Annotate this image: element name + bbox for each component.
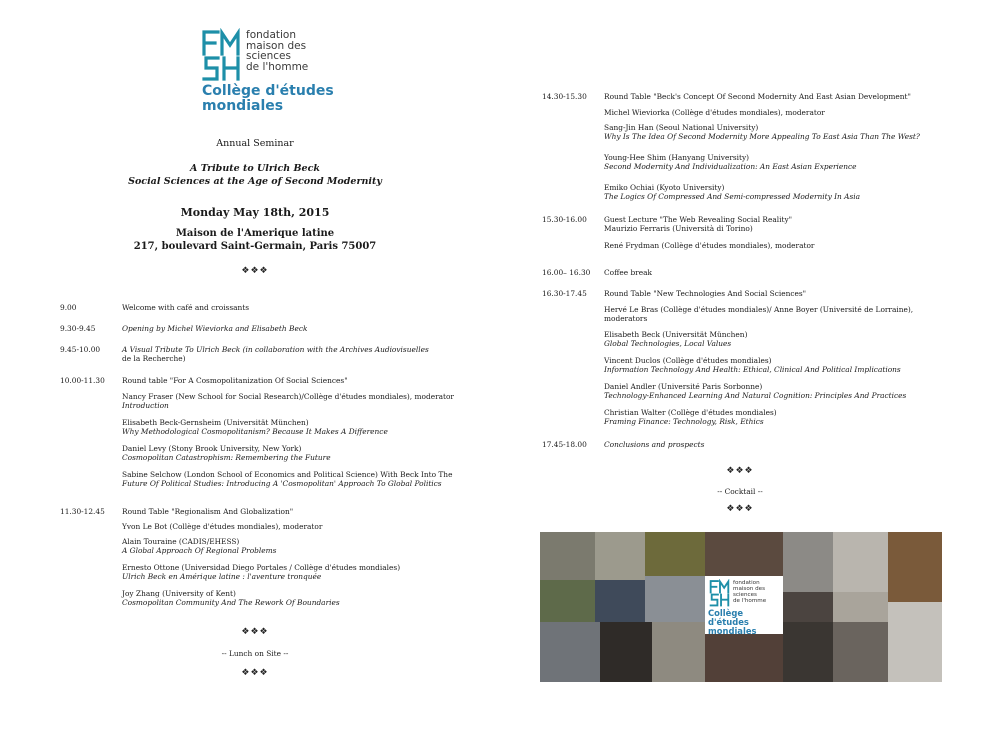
seminar-label: Annual Seminar — [216, 138, 294, 149]
schedule-line: Information Technology And Health: Ethical, Clinical And Political Implications — [604, 365, 901, 375]
schedule-time: 16.00– 16.30 — [542, 268, 591, 277]
schedule-text — [122, 537, 276, 555]
seminar-title-line-1: A Tribute to Ulrich Beck — [190, 163, 320, 174]
schedule-line: Yvon Le Bot (Collège d'études mondiales), moderator — [122, 522, 323, 531]
fmsh-monogram-icon — [200, 28, 244, 82]
separator-ornament: ❖❖❖ — [726, 466, 754, 476]
logo-line: de l'homme — [246, 60, 309, 73]
schedule-text — [604, 241, 814, 250]
schedule-text — [122, 376, 348, 385]
schedule-line: Introduction — [122, 401, 169, 411]
schedule-line: de la Recherche) — [122, 354, 186, 364]
schedule-text — [604, 382, 906, 400]
schedule-line: A Visual Tribute To Ulrich Beck (in collaboration with the Archives Audiovisuelles — [122, 345, 429, 354]
speaker-photo — [595, 580, 645, 622]
schedule-line: Round Table "Beck's Concept Of Second Modernity And East Asian Development" — [604, 92, 911, 101]
schedule-text — [604, 108, 825, 117]
schedule-line: Christian Walter (Collège d'études mondiales) — [604, 408, 777, 417]
schedule-line: The Logics Of Compressed And Semi-compressed Modernity In Asia — [604, 192, 861, 202]
schedule-line: Coffee break — [604, 268, 652, 277]
schedule-line: Michel Wieviorka (Collège d'études mondiales), moderator — [604, 108, 825, 117]
fmsh-logo-text — [246, 30, 308, 72]
cocktail-note: -- Cocktail -- — [717, 487, 763, 496]
schedule-line: Hervé Le Bras (Collège d'études mondiales)/ Anne Boyer (Université de Lorraine), — [604, 305, 914, 314]
collage-logo-text — [733, 580, 766, 604]
schedule-text — [122, 563, 400, 581]
schedule-line: Round table "For A Cosmopolitanization Of Social Sciences" — [122, 376, 348, 385]
schedule-line: Daniel Levy (Stony Brook University, New York) — [122, 444, 302, 453]
speaker-photo — [600, 622, 652, 682]
schedule-text — [604, 330, 747, 348]
schedule-text — [604, 305, 913, 323]
schedule-text — [604, 356, 901, 374]
logo-line: de l'homme — [733, 598, 767, 604]
schedule-line: Joy Zhang (University of Kent) — [122, 589, 236, 598]
speaker-photo — [652, 622, 705, 682]
fmsh-monogram-icon — [708, 579, 732, 607]
schedule-line: Sang-Jin Han (Seoul National University) — [604, 123, 759, 132]
separator-ornament: ❖❖❖ — [241, 266, 269, 276]
schedule-time: 11.30-12.45 — [60, 507, 105, 516]
schedule-line: Nancy Fraser (New School for Social Research)/Collège d'études mondiales), moderator — [122, 392, 454, 401]
schedule-line: Cosmopolitan Catastrophism: Remembering the Future — [122, 453, 331, 463]
speaker-photo — [595, 532, 645, 580]
separator-ornament: ❖❖❖ — [241, 668, 269, 678]
schedule-line: Maurizio Ferraris (Università di Torino) — [604, 224, 753, 234]
college-line: Collège d'études — [202, 83, 334, 99]
schedule-line: Opening by Michel Wieviorka and Elisabeth Beck — [122, 324, 308, 333]
schedule-time: 17.45-18.00 — [542, 440, 587, 449]
schedule-text — [604, 123, 920, 141]
schedule-line: Elisabeth Beck (Universität München) — [604, 330, 748, 339]
schedule-line: Why Methodological Cosmopolitanism? Because It Makes A Difference — [122, 427, 388, 437]
schedule-line: Alain Touraine (CADIS/EHESS) — [122, 537, 240, 546]
venue-address: 217, boulevard Saint-Germain, Paris 75007 — [133, 241, 377, 252]
speaker-photo — [540, 622, 600, 682]
speaker-photo — [645, 532, 705, 576]
logo-line: maison des — [246, 39, 307, 52]
speaker-photo — [783, 592, 833, 622]
speaker-photo — [783, 532, 833, 592]
logo-line: maison des — [733, 586, 765, 592]
logo-line: sciences — [246, 50, 291, 62]
schedule-time: 9.30-9.45 — [60, 324, 96, 333]
seminar-title — [60, 162, 450, 188]
schedule-line: Why Is The Idea Of Second Modernity More Appealing To East Asia Than The West? — [604, 132, 920, 142]
schedule-line: Ernesto Ottone (Universidad Diego Portales / Collège d'études mondiales) — [122, 563, 401, 572]
schedule-text — [122, 589, 340, 607]
schedule-line: Cosmopolitan Community And The Rework Of Boundaries — [122, 598, 340, 608]
schedule-text — [122, 303, 249, 312]
schedule-text — [122, 444, 331, 462]
collage-fmsh-logo — [705, 576, 783, 634]
seminar-title-line-2: Social Sciences at the Age of Second Modernity — [128, 176, 382, 187]
schedule-text — [604, 289, 806, 298]
speaker-photo — [705, 634, 783, 682]
speaker-photo — [540, 580, 595, 622]
speaker-photo — [783, 622, 833, 682]
speaker-photo — [705, 532, 783, 576]
seminar-date: Monday May 18th, 2015 — [180, 206, 330, 219]
schedule-line: Daniel Andler (Université Paris Sorbonne) — [604, 382, 763, 391]
schedule-line: Emiko Ochiai (Kyoto University) — [604, 183, 725, 192]
schedule-text — [122, 345, 429, 363]
schedule-line: Conclusions and prospects — [604, 440, 705, 449]
schedule-time: 15.30-16.00 — [542, 215, 587, 224]
schedule-line: Young-Hee Shim (Hanyang University) — [604, 153, 750, 162]
speaker-photo — [888, 602, 942, 682]
schedule-text — [604, 408, 777, 426]
schedule-time: 14.30-15.30 — [542, 92, 587, 101]
speaker-photo — [645, 576, 705, 622]
collage-college-text — [708, 609, 783, 636]
schedule-line: Guest Lecture "The Web Revealing Social Reality" — [604, 215, 793, 224]
schedule-text — [122, 392, 454, 410]
college-line: mondiales — [202, 98, 284, 114]
college-line: Collège d'études — [708, 608, 749, 627]
schedule-line: moderators — [604, 314, 648, 324]
schedule-time: 16.30-17.45 — [542, 289, 587, 298]
schedule-time: 9.45-10.00 — [60, 345, 101, 354]
schedule-text — [604, 183, 860, 201]
lunch-note: -- Lunch on Site -- — [221, 649, 289, 658]
schedule-line: A Global Approach Of Regional Problems — [122, 546, 277, 556]
schedule-text — [604, 215, 792, 233]
schedule-line: Welcome with café and croissants — [122, 303, 250, 312]
seminar-venue — [60, 227, 450, 253]
schedule-line: Sabine Selchow (London School of Economics and Political Science) With Beck Into The — [122, 470, 453, 479]
venue-name: Maison de l'Amerique latine — [175, 228, 335, 239]
fmsh-logo — [200, 28, 350, 123]
speaker-photo — [833, 592, 888, 622]
logo-line: sciences — [733, 592, 757, 598]
speaker-photo — [540, 532, 595, 580]
schedule-text — [122, 522, 322, 531]
college-logo-text — [202, 84, 334, 114]
schedule-line: Round Table "New Technologies And Social Sciences" — [604, 289, 807, 298]
college-line: mondiales — [708, 626, 757, 636]
schedule-line: Ulrich Beck en Amérique latine : l'aventure tronquée — [122, 572, 322, 582]
speaker-photo — [888, 532, 942, 602]
schedule-text — [604, 92, 911, 101]
schedule-line: René Frydman (Collège d'études mondiales), moderator — [604, 241, 815, 250]
schedule-text — [122, 470, 452, 488]
speaker-photo — [833, 622, 888, 682]
schedule-line: Vincent Duclos (Collège d'études mondiales) — [604, 356, 772, 365]
schedule-text — [604, 440, 704, 449]
schedule-line: Technology-Enhanced Learning And Natural Cognition: Principles And Practices — [604, 391, 907, 401]
schedule-line: Round Table "Regionalism And Globalization" — [122, 507, 294, 516]
speaker-photo — [833, 532, 888, 592]
schedule-time: 9.00 — [60, 303, 77, 312]
separator-ornament: ❖❖❖ — [241, 627, 269, 637]
schedule-text — [122, 418, 388, 436]
schedule-line: Global Technologies, Local Values — [604, 339, 732, 349]
schedule-line: Elisabeth Beck-Gernsheim (Universität München) — [122, 418, 309, 427]
speakers-photo-collage — [540, 532, 942, 682]
schedule-line: Second Modernity And Individualization: An East Asian Experience — [604, 162, 857, 172]
schedule-line: Future Of Political Studies: Introducing A 'Cosmopolitan' Approach To Global Politics — [122, 479, 442, 489]
schedule-text — [122, 507, 293, 516]
schedule-text — [604, 268, 652, 277]
logo-line: fondation — [733, 580, 760, 586]
logo-line: fondation — [246, 29, 296, 41]
schedule-line: Framing Finance: Technology, Risk, Ethics — [604, 417, 764, 427]
schedule-time: 10.00-11.30 — [60, 376, 105, 385]
schedule-text — [122, 324, 307, 333]
schedule-text — [604, 153, 857, 171]
separator-ornament: ❖❖❖ — [726, 504, 754, 514]
